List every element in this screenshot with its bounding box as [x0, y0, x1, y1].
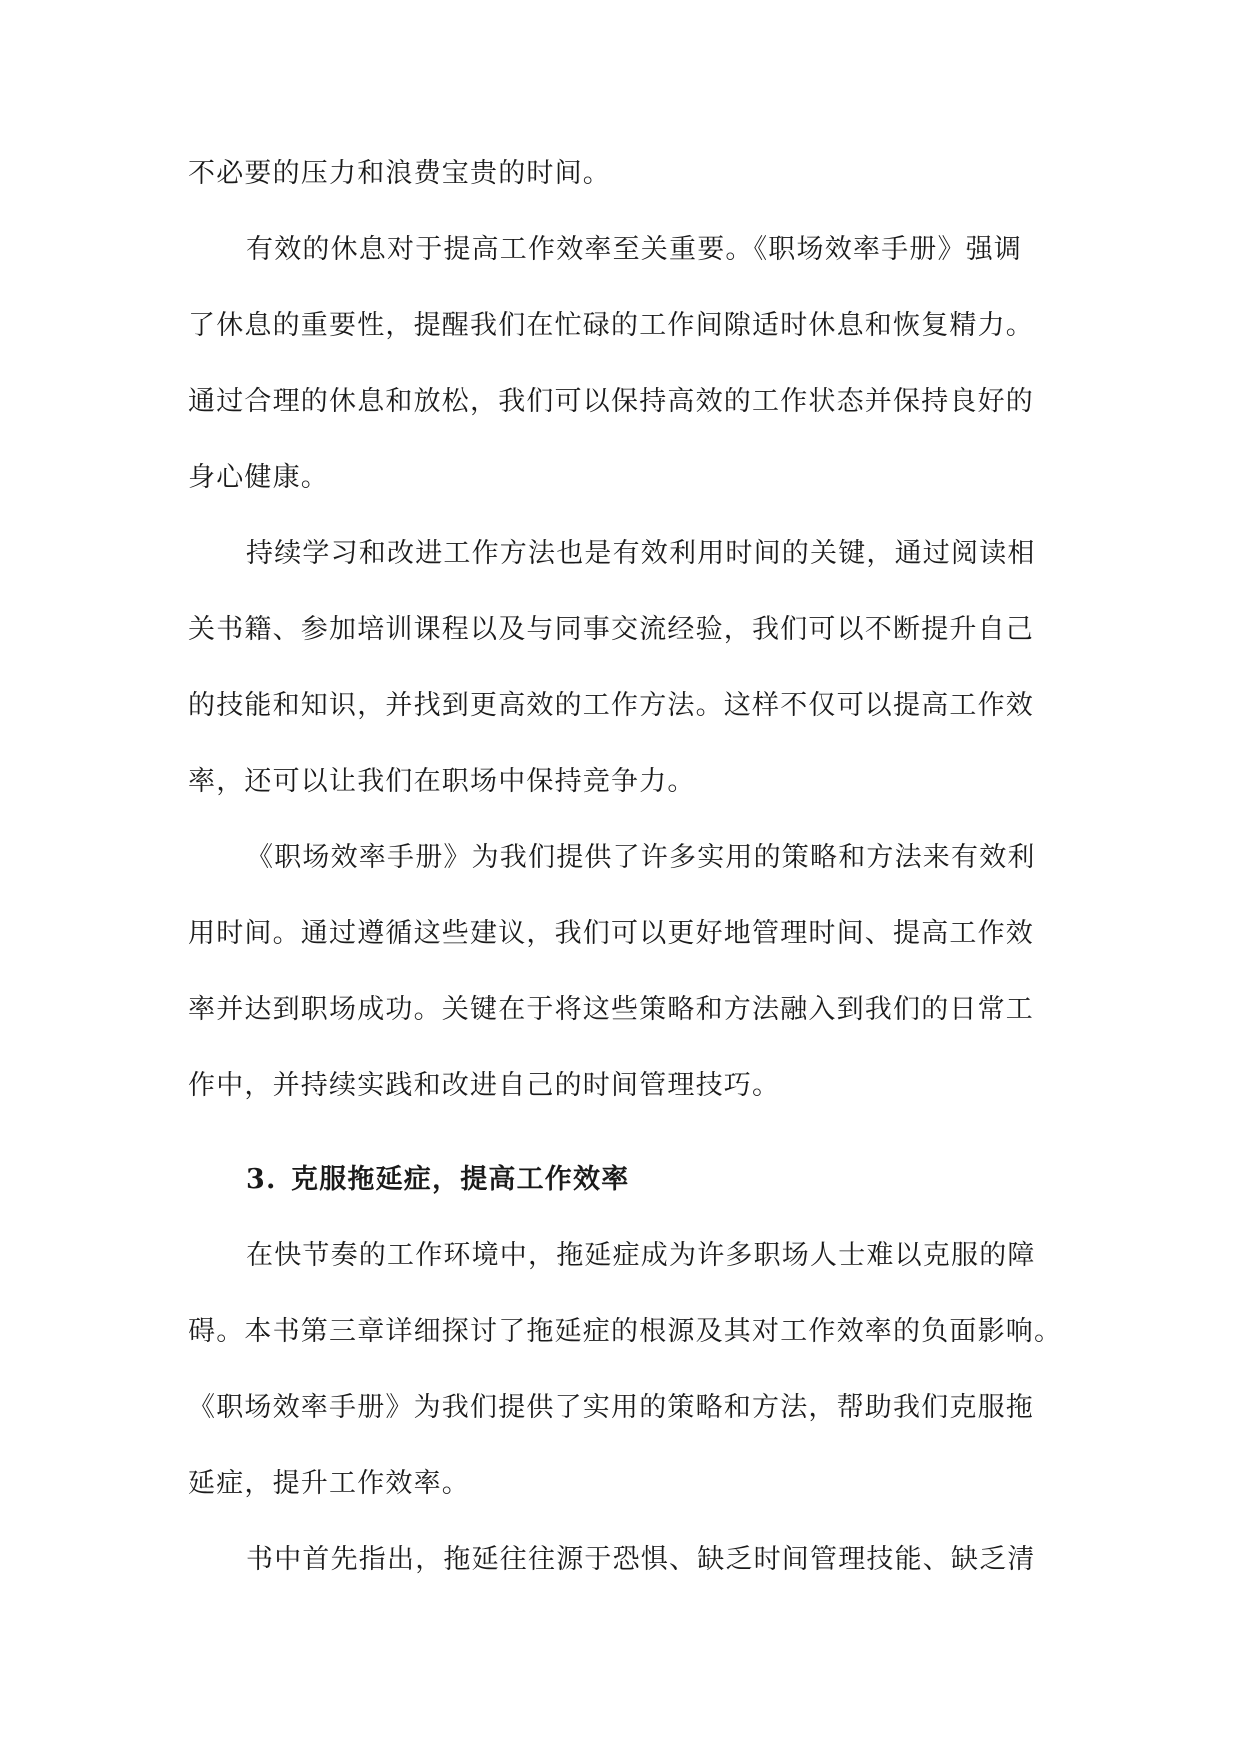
- text-line: 关书籍、参加培训课程以及与同事交流经验，我们可以不断提升自己: [188, 614, 1034, 645]
- text-line: 持续学习和改进工作方法也是有效利用时间的关键，通过阅读相: [246, 538, 1036, 569]
- text-line: 《职场效率手册》为我们提供了实用的策略和方法，帮助我们克服拖: [188, 1392, 1034, 1423]
- text-line: 作中，并持续实践和改进自己的时间管理技巧。: [188, 1070, 781, 1101]
- section-title: 克服拖延症，提高工作效率: [291, 1164, 630, 1195]
- text-line: 不必要的压力和浪费宝贵的时间。: [188, 158, 611, 189]
- text-line: 通过合理的休息和放松，我们可以保持高效的工作状态并保持良好的: [188, 386, 1034, 417]
- section-heading: [188, 1148, 1054, 1224]
- section-spacer: [188, 1130, 1054, 1148]
- text-line: 碍。本书第三章详细探讨了拖延症的根源及其对工作效率的负面影响。: [188, 1316, 1063, 1347]
- text-line: 有效的休息对于提高工作效率至关重要。《职场效率手册》强调: [246, 234, 1023, 265]
- text-line: 用时间。通过遵循这些建议，我们可以更好地管理时间、提高工作效: [188, 918, 1034, 949]
- text-line: 在快节奏的工作环境中，拖延症成为许多职场人士难以克服的障: [246, 1240, 1036, 1271]
- paragraph: [188, 522, 1054, 826]
- text-line: 延症，提升工作效率。: [188, 1468, 470, 1499]
- section-number: 3.: [246, 1164, 277, 1195]
- text-line: 率并达到职场成功。关键在于将这些策略和方法融入到我们的日常工: [188, 994, 1034, 1025]
- document-body: [188, 142, 1063, 1604]
- paragraph: [188, 826, 1054, 1130]
- paragraph: [188, 1528, 1054, 1604]
- text-line: 的技能和知识，并找到更高效的工作方法。这样不仅可以提高工作效: [188, 690, 1034, 721]
- text-line: 了休息的重要性，提醒我们在忙碌的工作间隙适时休息和恢复精力。: [188, 310, 1034, 341]
- paragraph: [188, 142, 1054, 218]
- text-line: 率，还可以让我们在职场中保持竞争力。: [188, 766, 696, 797]
- paragraph: [188, 1224, 1063, 1528]
- text-line: 身心健康。: [188, 462, 329, 493]
- text-line: 《职场效率手册》为我们提供了许多实用的策略和方法来有效利: [246, 842, 1036, 873]
- text-line: 书中首先指出，拖延往往源于恐惧、缺乏时间管理技能、缺乏清: [246, 1544, 1036, 1575]
- paragraph: [188, 218, 1054, 522]
